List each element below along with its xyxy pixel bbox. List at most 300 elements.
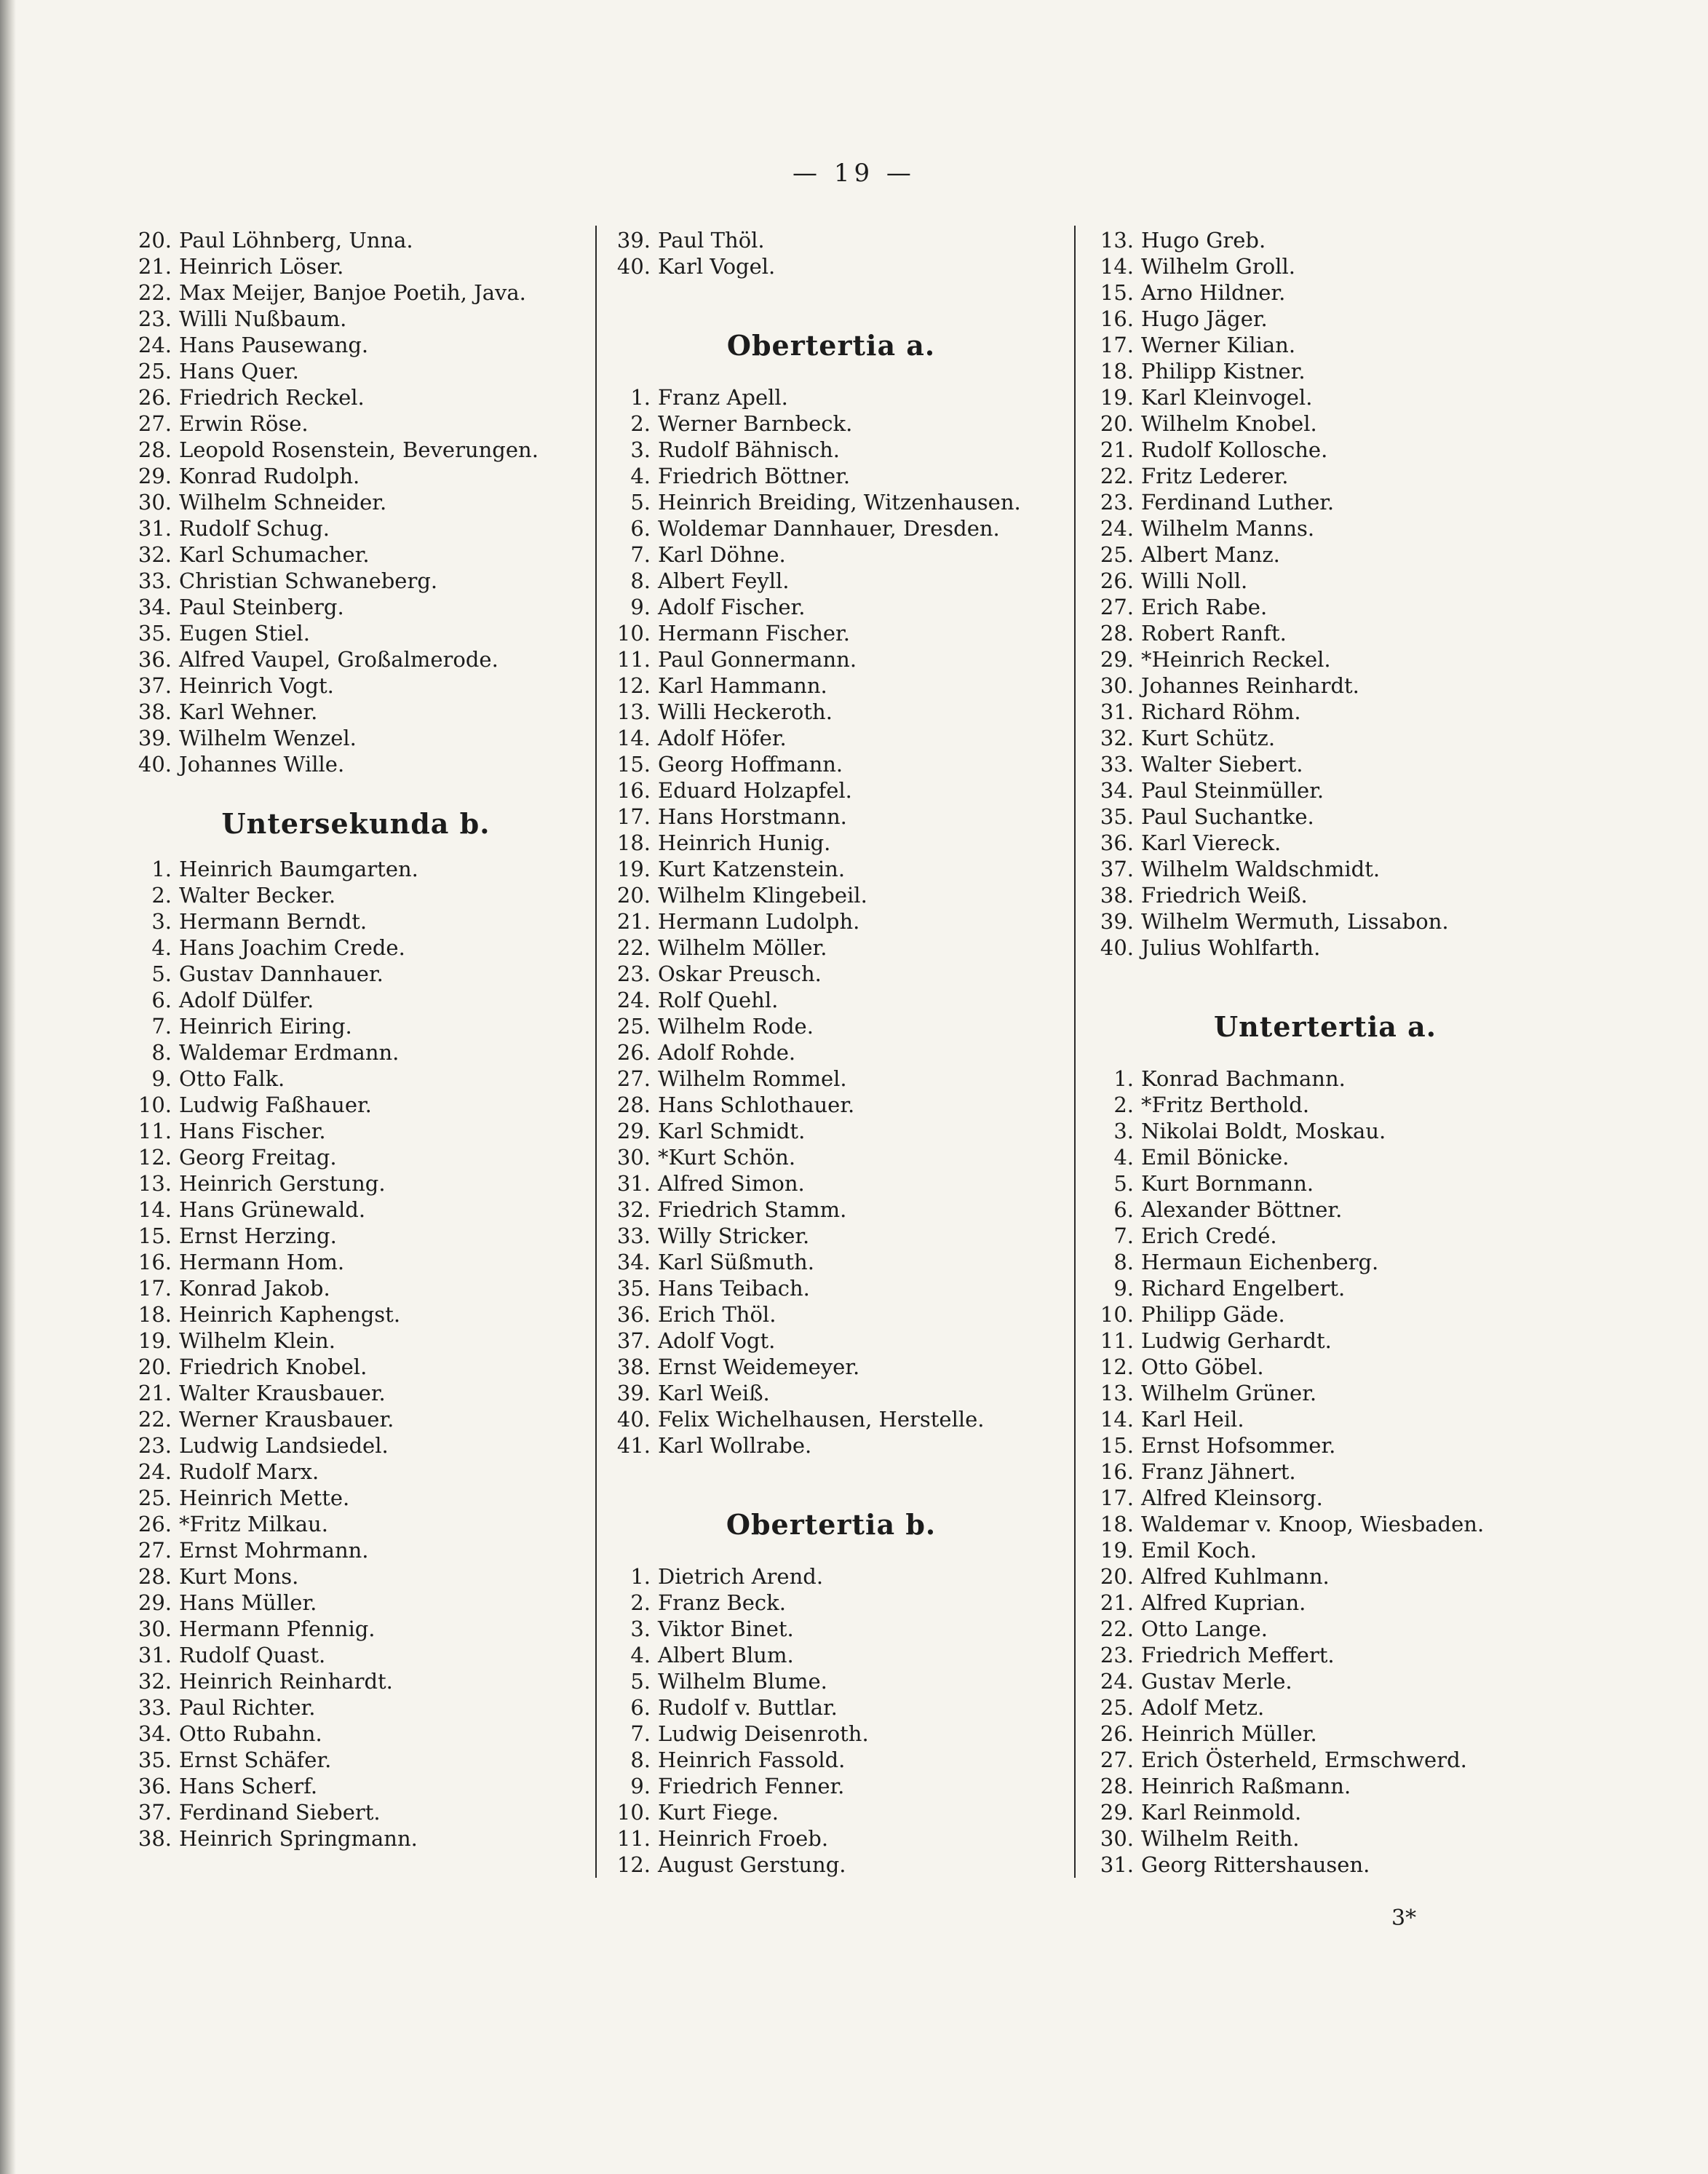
list-item xyxy=(1089,620,1562,646)
list-item-number: 34. xyxy=(1100,778,1134,803)
list-item-name: Karl Reinmold. xyxy=(1141,1800,1302,1825)
list-item-name: Alfred Kuhlmann. xyxy=(1141,1564,1330,1589)
list-item xyxy=(127,882,585,908)
list-item-name: Karl Weiß. xyxy=(658,1381,770,1405)
list-item-number: 40. xyxy=(616,1407,651,1432)
list-item-number: 7. xyxy=(630,1721,651,1746)
list-item-number: 19. xyxy=(1100,1538,1134,1563)
list-item-name: Wilhelm Rommel. xyxy=(658,1066,847,1091)
list-item xyxy=(1089,673,1562,699)
list-item-name: Emil Koch. xyxy=(1141,1538,1257,1563)
list-item-number: 26. xyxy=(616,1040,651,1065)
list-item xyxy=(1089,227,1562,253)
list-item-number: 30. xyxy=(1100,1826,1134,1851)
list-item-name: Gustav Dannhauer. xyxy=(179,961,384,986)
list-item xyxy=(1089,1721,1562,1747)
list-item-name: Rudolf Schug. xyxy=(179,516,330,541)
list-item xyxy=(1089,1301,1562,1328)
signature-mark: 3* xyxy=(1391,1905,1417,1931)
list-item-number: 31. xyxy=(138,1643,172,1667)
list-item-number: 16. xyxy=(1100,306,1134,331)
list-item-number: 38. xyxy=(138,1826,172,1851)
list-item-number: 40. xyxy=(616,254,651,279)
list-item-name: Konrad Rudolph. xyxy=(179,464,360,488)
list-item xyxy=(127,594,585,620)
list-item-name: Erich Rabe. xyxy=(1141,595,1268,619)
list-item-number: 12. xyxy=(616,1852,651,1877)
list-item-name: Alfred Kuprian. xyxy=(1141,1590,1306,1615)
list-untertertia-a xyxy=(1089,1066,1562,1878)
list-item xyxy=(1089,1144,1562,1170)
list-item-name: Dietrich Arend. xyxy=(658,1564,824,1589)
list-item-number: 10. xyxy=(138,1092,172,1117)
list-untersekunda-a-continued xyxy=(127,227,585,777)
list-item-name: Friedrich Fenner. xyxy=(658,1774,845,1798)
list-item-number: 24. xyxy=(1100,1669,1134,1694)
list-item xyxy=(1089,1537,1562,1563)
list-item xyxy=(1089,699,1562,725)
list-item xyxy=(605,1668,1057,1694)
list-item-name: Friedrich Knobel. xyxy=(179,1354,368,1379)
list-item-name: Woldemar Dannhauer, Dresden. xyxy=(658,516,1000,541)
list-item xyxy=(605,1249,1057,1275)
list-item xyxy=(127,1275,585,1301)
list-item-name: Erwin Röse. xyxy=(179,411,309,436)
list-item-number: 25. xyxy=(1100,542,1134,567)
list-item-name: Franz Beck. xyxy=(658,1590,786,1615)
list-item-name: *Kurt Schön. xyxy=(658,1145,796,1170)
heading-untersekunda-b: Untersekunda b. xyxy=(221,806,490,840)
list-item-name: Karl Kleinvogel. xyxy=(1141,385,1313,410)
list-item xyxy=(127,1721,585,1747)
list-item-name: Rolf Quehl. xyxy=(658,988,779,1012)
list-item xyxy=(127,935,585,961)
list-item-number: 5. xyxy=(630,490,651,515)
list-item-number: 27. xyxy=(138,411,172,436)
list-item-name: Alfred Vaupel, Großalmerode. xyxy=(179,647,499,672)
list-item xyxy=(1089,1485,1562,1511)
page-number: — 19 — xyxy=(793,159,915,188)
list-item-name: Alexander Böttner. xyxy=(1141,1197,1343,1222)
list-item-number: 32. xyxy=(138,542,172,567)
list-item-number: 37. xyxy=(138,1800,172,1825)
list-item xyxy=(127,646,585,673)
list-item xyxy=(605,1432,1057,1459)
list-item-name: Wilhelm Schneider. xyxy=(179,490,387,515)
list-item-number: 27. xyxy=(138,1538,172,1563)
list-item-name: Paul Thöl. xyxy=(658,228,765,253)
list-item xyxy=(127,751,585,777)
list-item xyxy=(605,673,1057,699)
list-item xyxy=(127,489,585,515)
list-item xyxy=(1089,306,1562,332)
list-item xyxy=(605,568,1057,594)
list-item-number: 32. xyxy=(616,1197,651,1222)
list-item-name: Karl Wollrabe. xyxy=(658,1433,812,1458)
list-item xyxy=(1089,279,1562,306)
list-item-name: Ludwig Faßhauer. xyxy=(179,1092,372,1117)
list-item-number: 23. xyxy=(616,961,651,986)
list-item-name: Wilhelm Möller. xyxy=(658,935,827,960)
list-item-name: Willy Stricker. xyxy=(658,1223,810,1248)
list-item-name: Georg Freitag. xyxy=(179,1145,337,1170)
list-item-name: Rudolf Kollosche. xyxy=(1141,437,1328,462)
list-item-number: 30. xyxy=(138,490,172,515)
list-item-number: 11. xyxy=(1100,1328,1134,1353)
list-item xyxy=(605,1616,1057,1642)
list-item-number: 41. xyxy=(616,1433,651,1458)
list-item-name: Waldemar Erdmann. xyxy=(179,1040,400,1065)
list-item-number: 4. xyxy=(630,464,651,488)
list-item-name: Robert Ranft. xyxy=(1141,621,1287,646)
list-item-name: Paul Suchantke. xyxy=(1141,804,1314,829)
list-item-name: Heinrich Froeb. xyxy=(658,1826,829,1851)
list-item xyxy=(127,568,585,594)
list-item xyxy=(605,751,1057,777)
list-item xyxy=(605,1825,1057,1852)
list-item xyxy=(1089,1328,1562,1354)
list-item xyxy=(127,987,585,1013)
list-item xyxy=(605,804,1057,830)
list-item xyxy=(1089,1616,1562,1642)
list-item-number: 36. xyxy=(616,1302,651,1327)
list-item xyxy=(1089,830,1562,856)
list-item-number: 2. xyxy=(630,1590,651,1615)
list-item xyxy=(1089,1799,1562,1825)
list-item-number: 37. xyxy=(138,673,172,698)
list-item xyxy=(127,1694,585,1721)
list-item xyxy=(1089,1694,1562,1721)
list-item-name: *Fritz Berthold. xyxy=(1141,1092,1310,1117)
list-item-name: Adolf Metz. xyxy=(1141,1695,1265,1720)
list-item-name: Ferdinand Siebert. xyxy=(179,1800,381,1825)
list-item xyxy=(127,1747,585,1773)
list-item xyxy=(1089,1197,1562,1223)
list-item xyxy=(605,1590,1057,1616)
list-item-name: Wilhelm Wenzel. xyxy=(179,726,357,750)
list-item-name: Hans Müller. xyxy=(179,1590,317,1615)
list-item xyxy=(127,673,585,699)
list-item xyxy=(605,594,1057,620)
list-item-name: Wilhelm Manns. xyxy=(1141,516,1315,541)
list-item xyxy=(127,1432,585,1459)
list-item xyxy=(605,1406,1057,1432)
list-item xyxy=(605,541,1057,568)
list-item-name: Fritz Lederer. xyxy=(1141,464,1289,488)
list-item-number: 35. xyxy=(138,1747,172,1772)
list-item-name: Rudolf v. Buttlar. xyxy=(658,1695,838,1720)
list-item-number: 19. xyxy=(616,857,651,881)
list-item-name: Konrad Jakob. xyxy=(179,1276,330,1301)
list-item-name: Heinrich Fassold. xyxy=(658,1747,846,1772)
list-item-name: Hugo Jäger. xyxy=(1141,306,1268,331)
list-item-name: Friedrich Meffert. xyxy=(1141,1643,1335,1667)
list-item-number: 40. xyxy=(138,752,172,777)
list-item xyxy=(127,1668,585,1694)
list-item xyxy=(127,1354,585,1380)
heading-obertertia-b: Obertertia b. xyxy=(726,1507,937,1541)
list-item xyxy=(127,1563,585,1590)
list-item-number: 20. xyxy=(138,1354,172,1379)
list-item xyxy=(127,227,585,253)
list-item-name: Paul Richter. xyxy=(179,1695,316,1720)
list-item-number: 22. xyxy=(616,935,651,960)
list-item-number: 14. xyxy=(1100,254,1134,279)
list-item-name: Erich Credé. xyxy=(1141,1223,1277,1248)
list-item-name: Otto Falk. xyxy=(179,1066,285,1091)
list-item-number: 5. xyxy=(151,961,172,986)
list-item-name: Heinrich Vogt. xyxy=(179,673,334,698)
list-item xyxy=(605,1223,1057,1249)
list-item-number: 12. xyxy=(138,1145,172,1170)
list-item-name: Franz Apell. xyxy=(658,385,788,410)
list-item-name: Paul Löhnberg, Unna. xyxy=(179,228,413,253)
list-item-number: 19. xyxy=(1100,385,1134,410)
list-item-name: Walter Siebert. xyxy=(1141,752,1303,777)
list-item-number: 27. xyxy=(616,1066,651,1091)
list-item-number: 9. xyxy=(630,1774,651,1798)
list-item-number: 35. xyxy=(1100,804,1134,829)
list-item xyxy=(127,515,585,541)
list-item-name: Ludwig Gerhardt. xyxy=(1141,1328,1332,1353)
list-item-name: Richard Engelbert. xyxy=(1141,1276,1346,1301)
list-item xyxy=(605,856,1057,882)
list-item xyxy=(1089,1092,1562,1118)
list-item-number: 33. xyxy=(138,1695,172,1720)
list-item-name: Friedrich Weiß. xyxy=(1141,883,1308,908)
list-item-name: Heinrich Müller. xyxy=(1141,1721,1317,1746)
list-item xyxy=(1089,1432,1562,1459)
list-item-number: 38. xyxy=(616,1354,651,1379)
list-item xyxy=(127,279,585,306)
list-item-name: Ferdinand Luther. xyxy=(1141,490,1335,515)
list-item-name: Heinrich Raßmann. xyxy=(1141,1774,1351,1798)
list-item xyxy=(1089,1563,1562,1590)
list-item-number: 29. xyxy=(616,1119,651,1143)
list-item-name: Arno Hildner. xyxy=(1141,280,1286,305)
list-item-number: 26. xyxy=(1100,568,1134,593)
list-item-number: 36. xyxy=(1100,830,1134,855)
list-item-number: 38. xyxy=(1100,883,1134,908)
list-item-name: Karl Heil. xyxy=(1141,1407,1244,1432)
list-item-name: Julius Wohlfarth. xyxy=(1141,935,1321,960)
list-item-name: Karl Süßmuth. xyxy=(658,1250,814,1274)
list-item-number: 22. xyxy=(1100,464,1134,488)
list-item-number: 16. xyxy=(138,1250,172,1274)
list-item-number: 31. xyxy=(1100,699,1134,724)
list-item-number: 9. xyxy=(630,595,651,619)
list-item-name: Ernst Weidemeyer. xyxy=(658,1354,860,1379)
list-item-name: Richard Röhm. xyxy=(1141,699,1301,724)
list-item-name: Philipp Gäde. xyxy=(1141,1302,1285,1327)
list-item-name: Adolf Fischer. xyxy=(658,595,806,619)
list-item-number: 17. xyxy=(1100,333,1134,357)
list-item-number: 4. xyxy=(151,935,172,960)
list-item xyxy=(605,620,1057,646)
list-item xyxy=(605,1721,1057,1747)
list-item-name: Alfred Simon. xyxy=(658,1171,805,1196)
list-item xyxy=(1089,1852,1562,1878)
list-item-name: Heinrich Mette. xyxy=(179,1485,350,1510)
list-item xyxy=(127,1197,585,1223)
list-item xyxy=(605,882,1057,908)
list-item-number: 28. xyxy=(1100,1774,1134,1798)
list-item-name: Hermaun Eichenberg. xyxy=(1141,1250,1379,1274)
list-item xyxy=(605,253,1057,279)
list-item-number: 8. xyxy=(1113,1250,1134,1274)
list-item-name: Otto Göbel. xyxy=(1141,1354,1264,1379)
list-item xyxy=(605,830,1057,856)
list-item-name: Ernst Mohrmann. xyxy=(179,1538,369,1563)
list-item-name: Ludwig Landsiedel. xyxy=(179,1433,389,1458)
list-item-name: Felix Wichelhausen, Herstelle. xyxy=(658,1407,985,1432)
list-item xyxy=(127,1642,585,1668)
list-item xyxy=(1089,568,1562,594)
list-item xyxy=(605,908,1057,935)
list-item xyxy=(1089,1511,1562,1537)
list-item-name: Werner Barnbeck. xyxy=(658,411,853,436)
list-item-name: Albert Manz. xyxy=(1141,542,1280,567)
list-item-number: 21. xyxy=(1100,437,1134,462)
list-item xyxy=(1089,384,1562,410)
list-item-name: Wilhelm Waldschmidt. xyxy=(1141,857,1381,881)
list-item-name: Karl Hammann. xyxy=(658,673,827,698)
list-item-number: 36. xyxy=(138,647,172,672)
list-item-name: *Heinrich Reckel. xyxy=(1141,647,1331,672)
list-item xyxy=(1089,1825,1562,1852)
list-item-number: 29. xyxy=(138,464,172,488)
list-item-name: Wilhelm Rode. xyxy=(658,1014,814,1039)
list-item-name: Paul Steinberg. xyxy=(179,595,344,619)
list-item-name: Wilhelm Klein. xyxy=(179,1328,335,1353)
list-item-number: 24. xyxy=(138,1459,172,1484)
list-item xyxy=(1089,332,1562,358)
list-item-number: 14. xyxy=(616,726,651,750)
list-item xyxy=(127,856,585,882)
list-item xyxy=(605,1092,1057,1118)
list-item xyxy=(127,1799,585,1825)
list-obertertia-a xyxy=(605,384,1057,1459)
list-item xyxy=(127,1249,585,1275)
list-item xyxy=(1089,1170,1562,1197)
list-item-name: Hermann Berndt. xyxy=(179,909,368,934)
list-item-number: 19. xyxy=(138,1328,172,1353)
list-item-name: Kurt Mons. xyxy=(179,1564,299,1589)
list-item xyxy=(605,1380,1057,1406)
list-item-number: 22. xyxy=(138,1407,172,1432)
list-item-number: 20. xyxy=(1100,411,1134,436)
list-item-name: Emil Bönicke. xyxy=(1141,1145,1290,1170)
column-right xyxy=(1089,227,1562,1878)
list-item-number: 31. xyxy=(1100,1852,1134,1877)
list-item-number: 12. xyxy=(1100,1354,1134,1379)
list-item-name: Hugo Greb. xyxy=(1141,228,1266,253)
list-item xyxy=(1089,804,1562,830)
list-item xyxy=(1089,1380,1562,1406)
column-divider-right xyxy=(1074,226,1076,1878)
list-item xyxy=(605,1066,1057,1092)
list-item xyxy=(605,437,1057,463)
list-item-number: 15. xyxy=(1100,280,1134,305)
list-item-name: Werner Krausbauer. xyxy=(179,1407,394,1432)
list-item-number: 7. xyxy=(151,1014,172,1039)
list-item xyxy=(1089,882,1562,908)
list-item-number: 29. xyxy=(1100,647,1134,672)
list-item xyxy=(127,1118,585,1144)
list-item-name: Kurt Katzenstein. xyxy=(658,857,846,881)
list-item xyxy=(127,332,585,358)
list-item-name: Adolf Vogt. xyxy=(658,1328,776,1353)
list-item-number: 26. xyxy=(138,1512,172,1536)
list-item-number: 33. xyxy=(138,568,172,593)
list-item-number: 7. xyxy=(1113,1223,1134,1248)
list-item-number: 9. xyxy=(151,1066,172,1091)
list-item xyxy=(605,725,1057,751)
list-item xyxy=(605,1747,1057,1773)
list-item xyxy=(605,935,1057,961)
list-item-name: Waldemar v. Knoop, Wiesbaden. xyxy=(1141,1512,1485,1536)
list-item xyxy=(605,1642,1057,1668)
list-item xyxy=(127,1537,585,1563)
list-item xyxy=(127,908,585,935)
list-item xyxy=(127,1380,585,1406)
list-item-number: 21. xyxy=(138,1381,172,1405)
list-item-name: Heinrich Kaphengst. xyxy=(179,1302,401,1327)
list-item xyxy=(605,1013,1057,1039)
list-item-number: 6. xyxy=(151,988,172,1012)
list-item-number: 27. xyxy=(1100,595,1134,619)
list-item xyxy=(127,358,585,384)
list-item-number: 1. xyxy=(630,1564,651,1589)
list-item-name: Hans Scherf. xyxy=(179,1774,318,1798)
list-item-number: 13. xyxy=(1100,228,1134,253)
page-edge-shadow xyxy=(0,0,16,2174)
list-item-name: Nikolai Boldt, Moskau. xyxy=(1141,1119,1386,1143)
list-item-number: 30. xyxy=(138,1616,172,1641)
list-item-name: Walter Krausbauer. xyxy=(179,1381,386,1405)
list-item-name: Wilhelm Blume. xyxy=(658,1669,827,1694)
list-item-number: 34. xyxy=(138,595,172,619)
list-item-number: 2. xyxy=(151,883,172,908)
list-item-name: Franz Jähnert. xyxy=(1141,1459,1296,1484)
list-item-number: 3. xyxy=(151,909,172,934)
list-item xyxy=(127,725,585,751)
list-item xyxy=(127,1328,585,1354)
list-item-number: 33. xyxy=(1100,752,1134,777)
list-item-number: 3. xyxy=(630,1616,651,1641)
list-item-name: Johannes Reinhardt. xyxy=(1141,673,1359,698)
list-item-number: 13. xyxy=(616,699,651,724)
list-item xyxy=(1089,908,1562,935)
list-item-number: 8. xyxy=(630,1747,651,1772)
list-item-name: Eugen Stiel. xyxy=(179,621,310,646)
list-item-name: Viktor Binet. xyxy=(658,1616,794,1641)
list-item xyxy=(605,1852,1057,1878)
list-item-name: Hans Schlothauer. xyxy=(658,1092,855,1117)
list-item xyxy=(1089,1747,1562,1773)
list-item xyxy=(127,410,585,437)
list-item-number: 36. xyxy=(138,1774,172,1798)
list-item xyxy=(127,1144,585,1170)
list-item-name: Paul Steinmüller. xyxy=(1141,778,1324,803)
list-item xyxy=(127,1223,585,1249)
list-item-number: 15. xyxy=(138,1223,172,1248)
list-item-number: 23. xyxy=(1100,1643,1134,1667)
list-item-number: 18. xyxy=(1100,359,1134,384)
list-item-number: 21. xyxy=(616,909,651,934)
list-item-number: 32. xyxy=(1100,726,1134,750)
list-item xyxy=(1089,725,1562,751)
